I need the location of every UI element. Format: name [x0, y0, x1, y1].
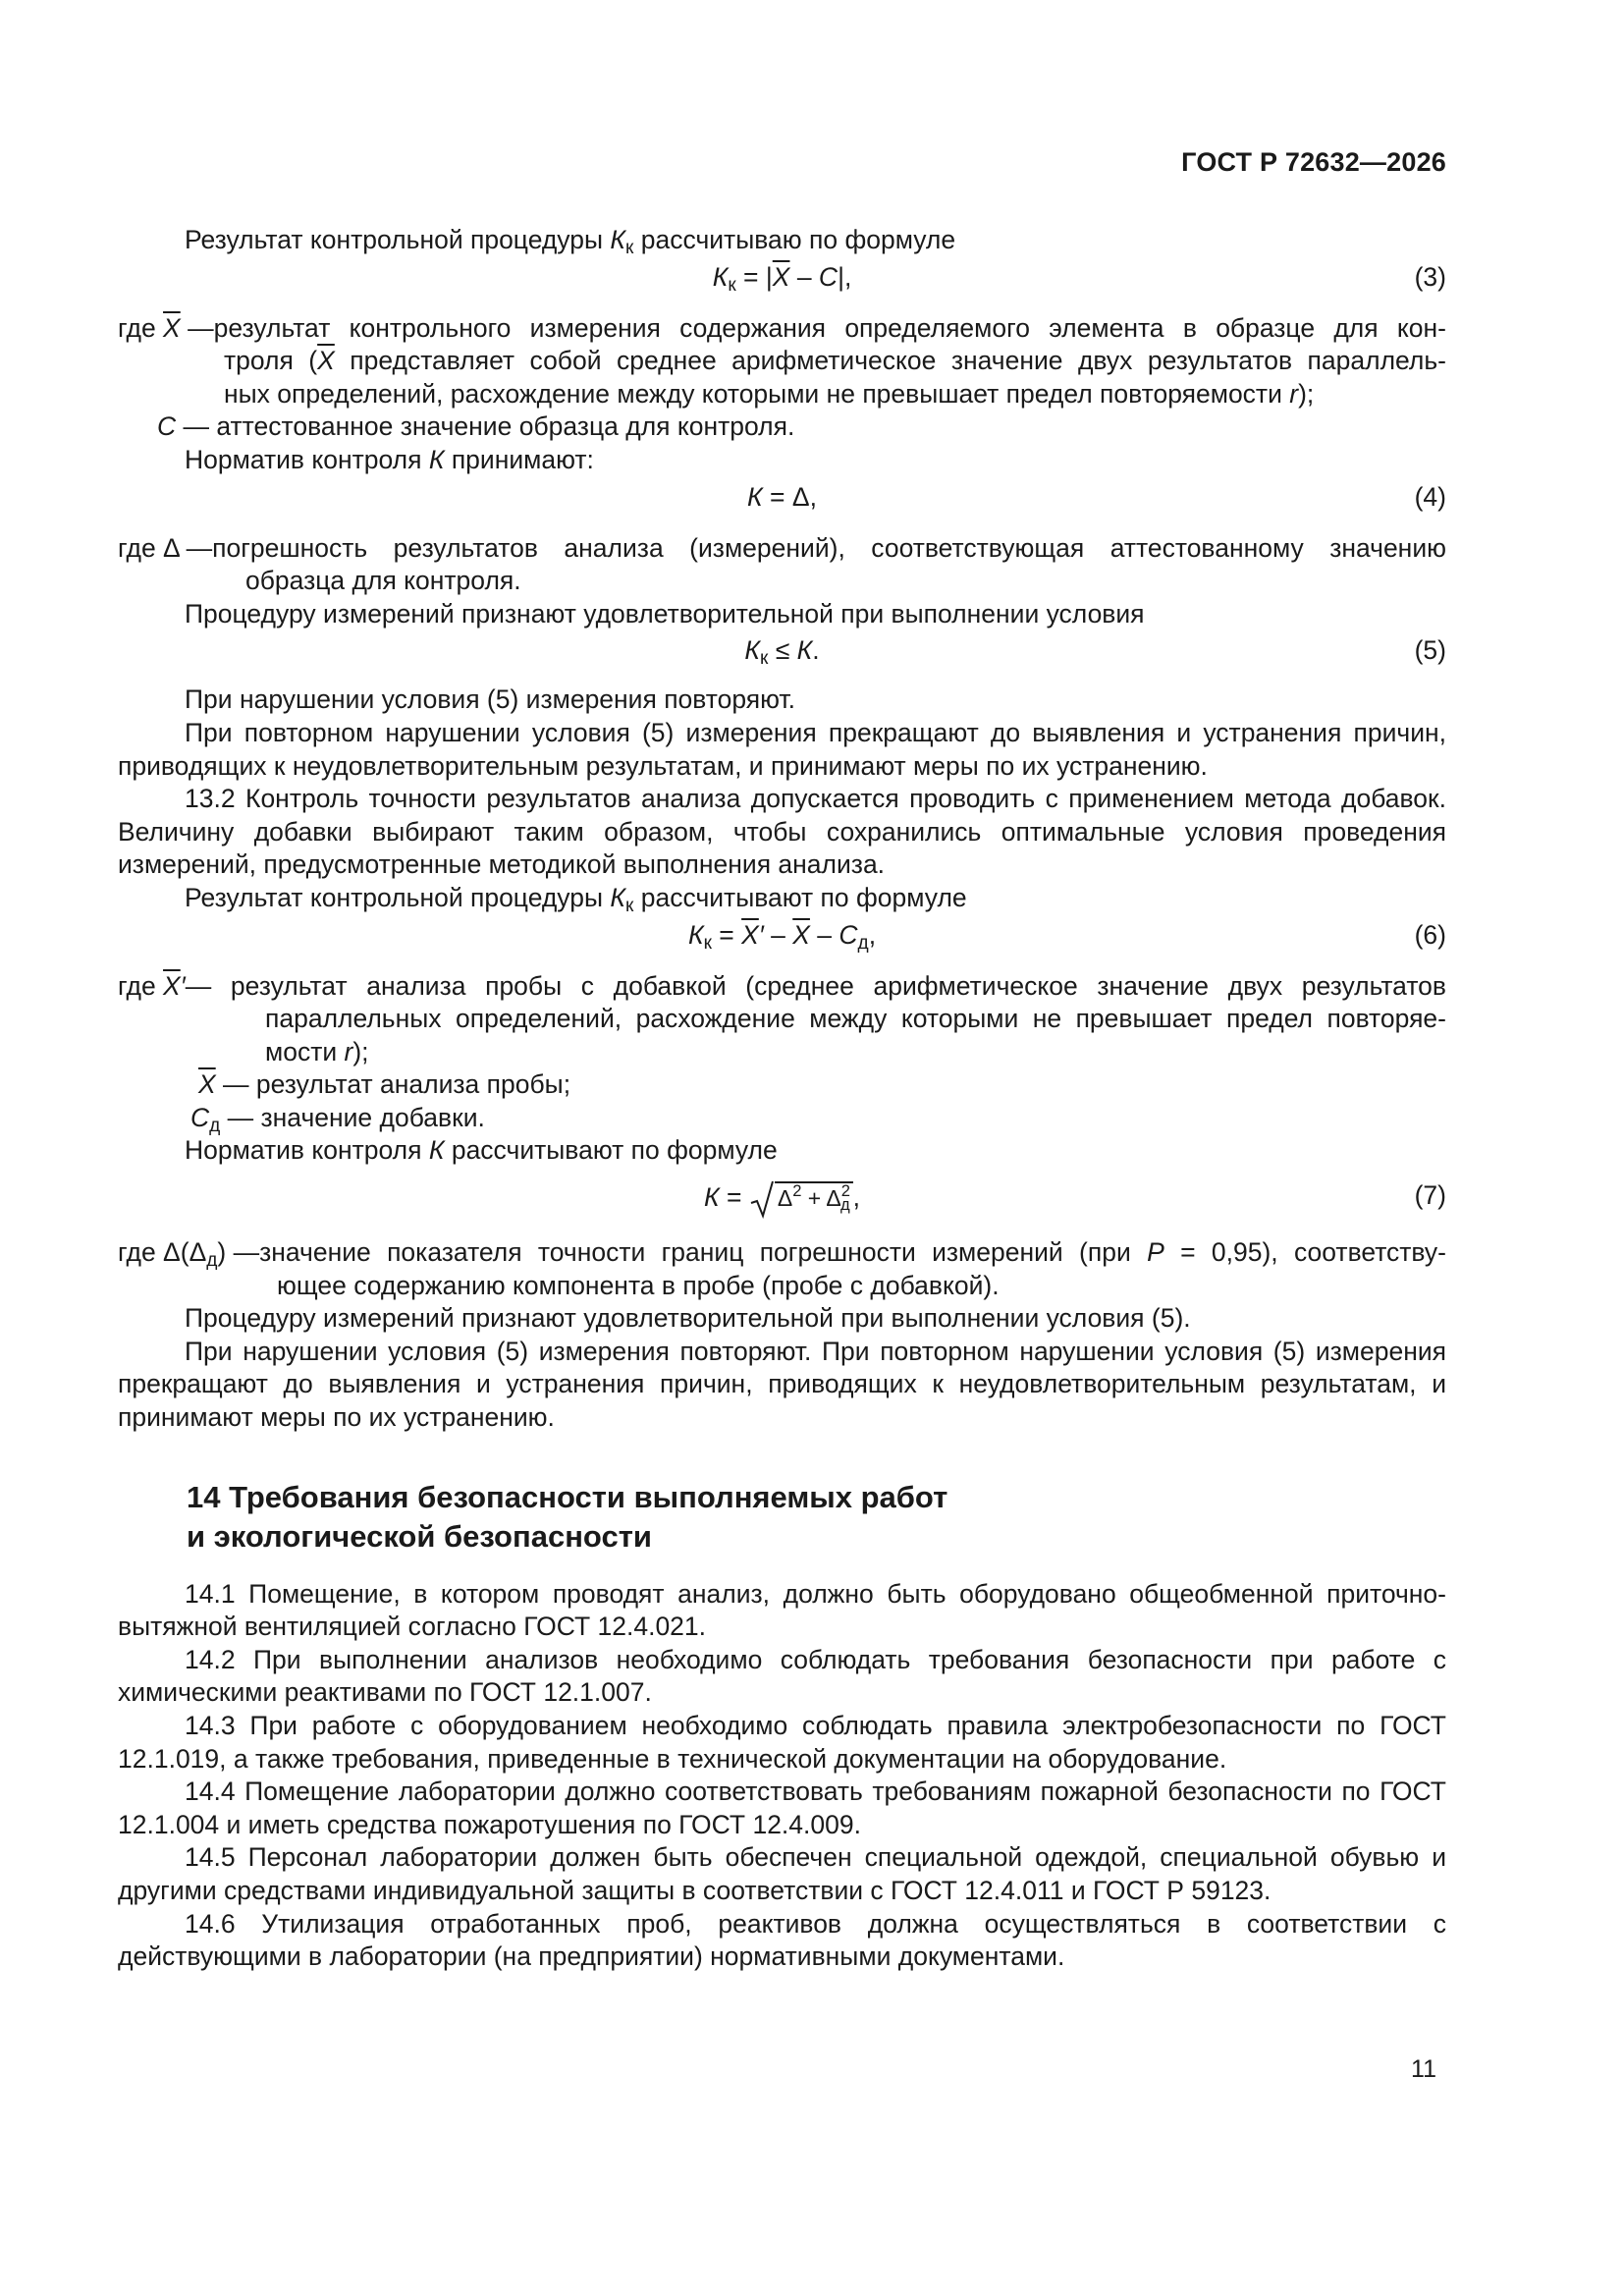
- equation-number-4: (4): [1414, 481, 1446, 512]
- violation-text-3: При нарушении условия (5) измерения повторяют. При повторном нарушении условия (5) измерения прекращают до выявления и устранения причин, приводящих к неудовлетворительным результатам, и принимают меры по их устранению.: [118, 1336, 1446, 1433]
- formula-6: $К_к = \overline{X}' - \overline{X} - С_д$, (6): [687, 919, 1446, 954]
- formula-6-intro: Результат контрольной процедуры $К_к$ рассчитывают по формуле: [185, 882, 967, 916]
- formula-7: $К = \Delta^2 + \Delta^2_д$ , (7): [118, 1170, 1446, 1227]
- page-content: [118, 224, 1446, 1974]
- paragraph-14-2: 14.2 При выполнении анализов необходимо соблюдать требования безопасности при работе с химическими реактивами по ГОСТ 12.1.007.: [118, 1644, 1446, 1708]
- where-xprime-definition: где $\overline{X}'$ — результат анализа пробы с добавкой (среднее арифметическое значение двух результатов параллельных определений, расхождение между которыми не превышает предел повторяе- мости r); $\overline{X}$ — результат анализа пробы; $С_д$ — значение добавки.: [118, 970, 1446, 1136]
- equation-number-7: (7): [1414, 1180, 1446, 1211]
- paragraph-13-2: 13.2 Контроль точности результатов анализа допускается проводить с применением метода добавок. Величину добавки выбирают таким образом, чтобы сохранились оптимальные условия проведения измерений, предусмотренные методикой выполнения анализа.: [118, 784, 1446, 880]
- page-number: 11: [1411, 2055, 1436, 2083]
- procedure-condition-2: Процедуру измерений признают удовлетворительной при выполнении условия (5).: [185, 1303, 1191, 1334]
- procedure-condition: Процедуру измерений признают удовлетворительной при выполнении условия: [185, 598, 1145, 629]
- where-x-result: $\overline{X}$ — результат анализа пробы;: [198, 1069, 571, 1100]
- square-root-icon: [749, 1179, 775, 1219]
- where-delta-definition: где Δ — погрешность результатов анализа (измерений), соответствующая аттестованному значению образца для контроля.: [118, 532, 1446, 596]
- where-delta-d-definition: где $\Delta(\Delta_д)$ — значение показателя точности границ погрешности измерений (при Р = 0,95), соответству- ющее содержанию компонента в пробе (пробе с добавкой).: [118, 1237, 1446, 1300]
- formula-5: $К_к \le К$. (5): [744, 635, 1446, 670]
- paragraph-14-3: 14.3 При работе с оборудованием необходимо соблюдать правила электробезопасности по ГОСТ 12.1.019, а также требования, приведенные в технической документации на оборудование.: [118, 1711, 1446, 1774]
- paragraph-14-5: 14.5 Персонал лаборатории должен быть обеспечен специальной одеждой, специальной обувью и другими средствами индивидуальной защиты в соответствии с ГОСТ 12.4.011 и ГОСТ Р 59123.: [118, 1842, 1446, 1905]
- paragraph-14-4: 14.4 Помещение лаборатории должно соответствовать требованиям пожарной безопасности по ГОСТ 12.1.004 и иметь средства пожаротушения по ГОСТ 12.4.009.: [118, 1777, 1446, 1839]
- section-14-title: 14 Требования безопасности выполняемых работ и экологической безопасности: [187, 1479, 948, 1554]
- formula-3-intro: Результат контрольной процедуры $К_к$ рассчитываю по формуле: [185, 225, 956, 258]
- where-cd-definition: $С_д$ — значение добавки.: [190, 1102, 485, 1136]
- formula-3: $К_к = |\overline{X} - С|$, (3): [712, 261, 1446, 296]
- intro-tail: рассчитываю по формуле: [633, 225, 956, 254]
- formula-4-intro: Норматив контроля К принимают:: [185, 444, 594, 474]
- where-c-definition: С — аттестованное значение образца для контроля.: [157, 411, 795, 442]
- formula-4: К = Δ, (4): [118, 479, 1446, 522]
- equation-number-3: (3): [1414, 261, 1446, 292]
- where-x-definition: где $\overline{X}$ — результат контрольного измерения содержания определяемого элемента в образце для кон- троля ($\overline{X}$ представляет собой среднее арифметическое значение двух результатов параллель- ных определений, расхождение между которыми не превышает предел повторяемости r); С — аттестованное значение образца для контроля.: [118, 312, 1446, 444]
- formula-7-intro: Норматив контроля К рассчитывают по формуле: [185, 1135, 778, 1166]
- violation-text-2: При повторном нарушении условия (5) измерения прекращают до выявления и устранения причин, приводящих к неудовлетворительным результатам, и принимают меры по их устранению.: [118, 717, 1446, 781]
- document-code: ГОСТ Р 72632—2026: [1181, 147, 1446, 177]
- violation-text-1: При нарушении условия (5) измерения повторяют.: [185, 684, 795, 715]
- paragraph-14-1: 14.1 Помещение, в котором проводят анализ, должно быть оборудовано общеобменной приточно-вытяжной вентиляцией согласно ГОСТ 12.4.021.: [118, 1578, 1446, 1642]
- equation-number-6: (6): [1414, 919, 1446, 950]
- paragraph-14-6: 14.6 Утилизация отработанных проб, реактивов должна осуществляться в соответствии с действующими в лаборатории (на предприятии) нормативными документами.: [118, 1908, 1446, 1972]
- equation-number-5: (5): [1414, 635, 1446, 666]
